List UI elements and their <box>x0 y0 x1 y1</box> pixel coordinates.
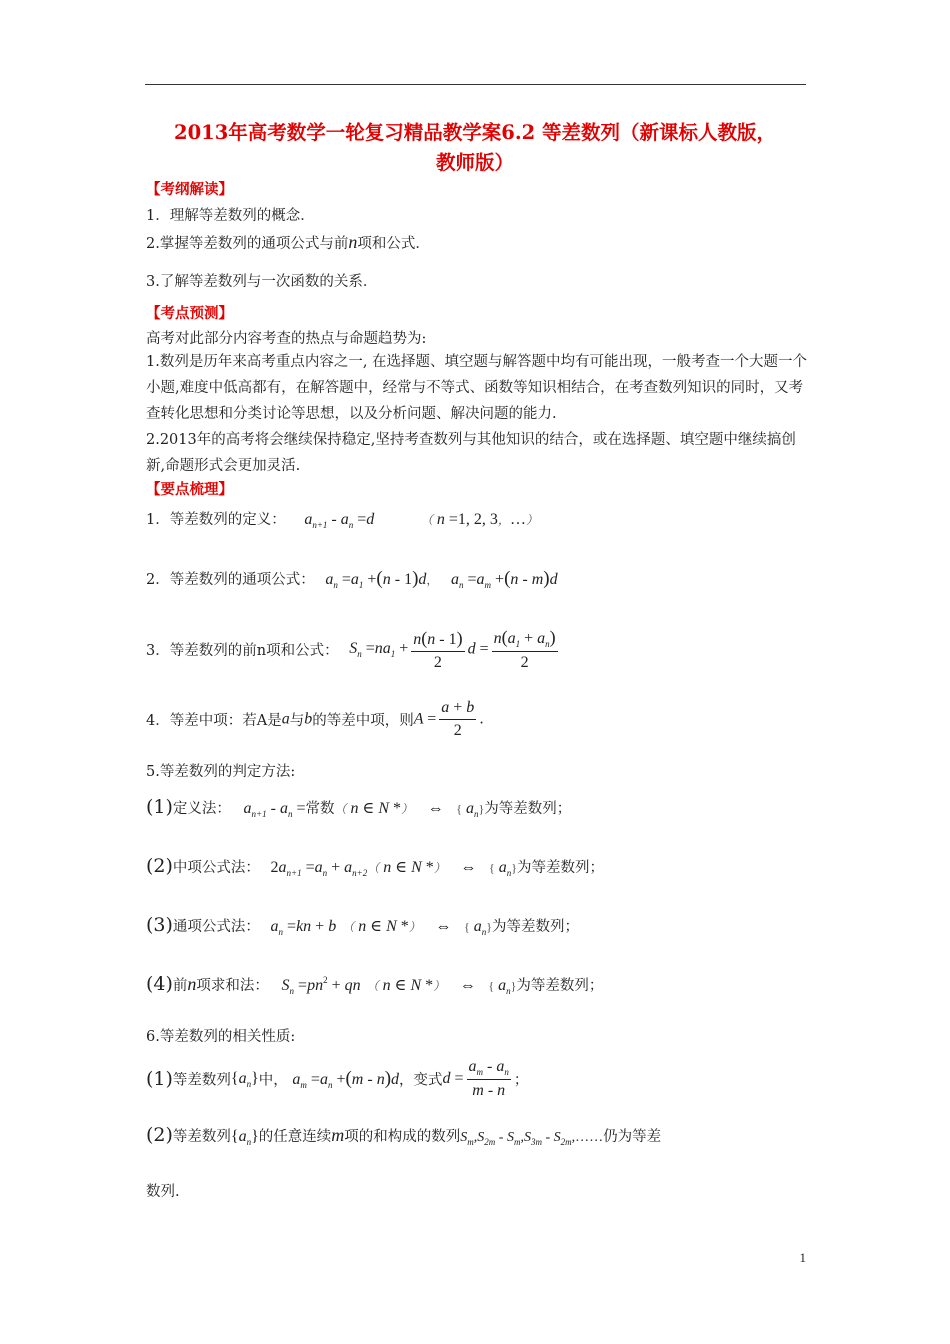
section-heading-keypoints: 【要点梳理】 <box>146 481 233 498</box>
keypoint-4: 4．等差中项：若A是a与b的等差中项，则A = $\frac{a + b}{2}$ . <box>146 699 484 739</box>
criterion-definition: (1)定义法： $a_{n+1} - a_n$ =常数（ n ∈ N *） ⇔ { $a_n$}为等差数列； <box>146 796 572 819</box>
page-number: 1 <box>799 1250 806 1265</box>
keypoint-1: 1．等差数列的定义： $a_{n+1} - a_n =d$ （ n =1, 2, 3，…） <box>146 511 538 530</box>
property-2-continued: 数列. <box>146 1184 180 1200</box>
keypoint-3: 3．等差数列的前n项和公式： $S_n =na_1$ + $\frac{n(n - 1)}{2}$ d = $\frac{n(a_1 + a_n)}{2}$ <box>146 627 556 671</box>
header-rule <box>145 84 806 85</box>
property-2: (2)等差数列$\{a_n\}$的任意连续m项的和构成的数列$S_m,S_{2m} - S_m,S_{3m}$ - $S_{2m},\dots\dots$仍为等差 <box>146 1124 662 1147</box>
keypoint-2: 2．等差数列的通项公式： $a_n =a_1 +(n - 1)d$， $a_n =a_m +(n - m)d$ <box>146 568 558 590</box>
criterion-general-term: (3)通项公式法： $a_n =kn + b$ （ n ∈ N *） ⇔ { $a_n$}为等差数列； <box>146 914 579 937</box>
section-heading-syllabus: 【考纲解读】 <box>146 181 233 198</box>
keypoint-5: 5.等差数列的判定方法: <box>146 764 296 780</box>
prediction-paragraph-1: 1.数列是历年来高考重点内容之一, 在选择题、填空题与解答题中均有可能出现，一般考查一个大题一个小题,难度中低高都有，在解答题中，经常与不等式、函数等知识相结合，在考查数列知识的同时，又考查转化思想和分类讨论等思想，以及分析问题、解决问题的能力. <box>146 354 808 422</box>
prediction-paragraph-2: 2.2013年的高考将会继续保持稳定,坚持考查数列与其他知识的结合，或在选择题、填空题中继续搞创新,命题形式会更加灵活. <box>146 432 796 474</box>
page-title-line1: 2013年高考数学一轮复习精品教学案6.2 等差数列（新课标人教版， <box>174 121 776 144</box>
criterion-middle-term: (2)中项公式法： $2a_{n+1} =a_n + a_{n+2}$（ n ∈ N *） ⇔ { $a_n$}为等差数列； <box>146 855 605 878</box>
page-title-line2: 教师版） <box>435 151 514 174</box>
criterion-sum: (4)前n项求和法： $S_n =pn^2$ + qn （ n ∈ N *） ⇔ { $a_n$}为等差数列； <box>146 973 604 996</box>
syllabus-item-2: 2.掌握等差数列的通项公式与前n项和公式． <box>146 232 430 252</box>
prediction-intro: 高考对此部分内容考查的热点与命题趋势为: <box>146 331 427 347</box>
keypoint-6: 6.等差数列的相关性质: <box>146 1029 296 1045</box>
property-1: (1)等差数列$\{a_n\}$中， $a_m =a_n +(m - n)d$，变式d = $\frac{a_m - a_n}{m - n}$ ； <box>146 1058 529 1099</box>
syllabus-item-1: 1．理解等差数列的概念． <box>146 208 315 224</box>
section-heading-prediction: 【考点预测】 <box>146 305 233 322</box>
syllabus-item-3: 3.了解等差数列与一次函数的关系． <box>146 274 378 290</box>
